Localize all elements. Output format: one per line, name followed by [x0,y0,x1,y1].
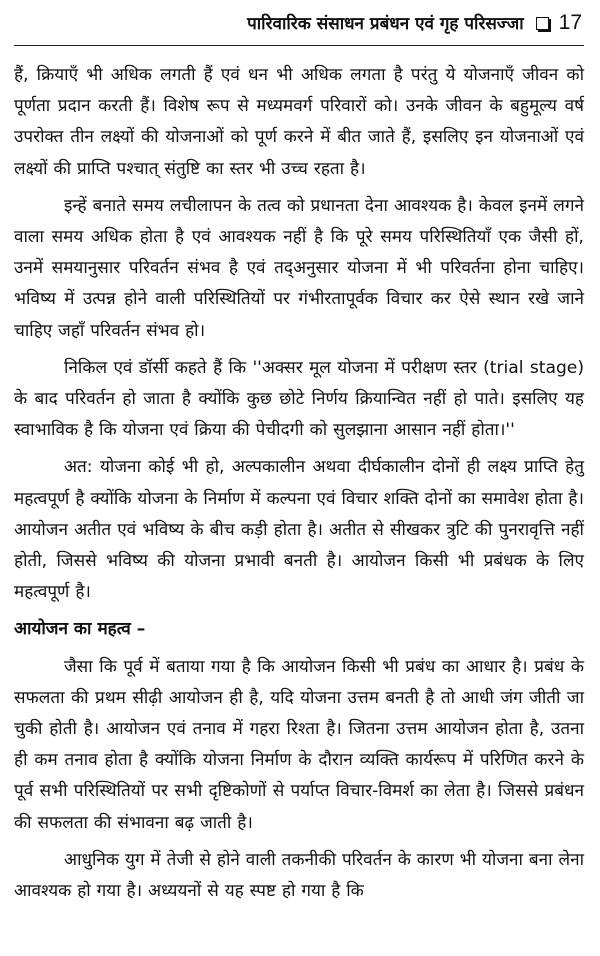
paragraph-quote: निकिल एवं डॉर्सी कहते हैं कि ''अक्सर मूल योजना में परीक्षण स्तर (trial stage) के बाद परिवर्तन हो जाता है क्योंकि कुछ छोटे निर्णय क्रियान्वित नहीं हो पाते। इसलिए यह स्वाभाविक है कि योजना एवं क्रिया की पेचीदगी को सुलझाना आसान नहीं होता।'' [14,357,584,441]
paragraph-continued: हैं, क्रियाएँ भी अधिक लगती हैं एवं धन भी अधिक लगता है परंतु ये योजनाएँ जीवन को पूर्णता प्रदान करती हैं। विशेष रूप से मध्यमवर्ग परिवारों को। उनके जीवन के बहुमूल्य वर्ष उपरोक्त तीन लक्ष्यों की योजनाओं को पूर्ण करने में बीत जाते हैं, इसलिए इन योजनाओं एवं लक्ष्यों की प्राप्ति पश्चात् संतुष्टि का स्तर भी उच्च रहता है। [14,65,584,179]
page-body [14,46,584,907]
paragraph-conclusion: अत: योजना कोई भी हो, अल्पकालीन अथवा दीर्घकालीन दोनों ही लक्ष्य प्राप्ति हेतु महत्वपूर्ण है क्योंकि योजना के निर्माण में कल्पना एवं विचार शक्ति दोनों का समावेश होता है। आयोजन अतीत एवं भविष्य के बीच कड़ी होता है। अतीत से सीखकर त्रुटि की पुनरावृत्ति नहीं होती, जिससे भविष्य की योजना प्रभावी बनती है। आयोजन किसी भी प्रबंधक के लिए महत्वपूर्ण है। [14,457,584,603]
running-header [14,0,584,46]
paragraph-flexibility: इन्हें बनाते समय लचीलापन के तत्व को प्रधानता देना आवश्यक है। केवल इनमें लगने वाला समय अधिक होता है एवं आवश्यक नहीं है कि पूरे समय परिस्थितियाँ एक जैसी हों, उनमें समयानुसार परिवर्तन संभव है एवं तद्अनुसार योजना में भी परिवर्तना होना चाहिए। भविष्य में उत्पन्न होने वाली परिस्थितियों पर गंभीरतापूर्वक विचार कर ऐसे स्थान रखे जाने चाहिए जहाँ परिवर्तन संभव हो। [14,195,584,341]
section-heading: आयोजन का महत्व – [14,619,146,640]
box-icon [536,17,549,30]
paragraph-importance: जैसा कि पूर्व में बताया गया है कि आयोजन किसी भी प्रबंध का आधार है। प्रबंध के सफलता की प्रथम सीढ़ी आयोजन ही है, यदि योजना उत्तम बनती है तो आधी जंग जीती जा चुकी होती है। आयोजन एवं तनाव में गहरा रिश्ता है। जितना उत्तम आयोजन होता है, उतना ही कम तनाव होता है क्योंकि योजना निर्माण के दौरान व्यक्ति कार्यरूप में परिणित करने के पूर्व सभी परिस्थितियों पर सभी दृष्टिकोणों से पर्याप्त विचार-विमर्श का लेता है। जिससे प्रबंधन की सफलता की संभावना बढ़ जाती है। [14,656,584,833]
page-number: 17 [558,10,582,34]
running-title: पारिवारिक संसाधन प्रबंधन एवं गृह परिसज्जा [247,14,524,34]
paragraph-modern-era: आधुनिक युग में तेजी से होने वाली तकनीकी परिवर्तन के कारण भी योजना बना लेना आवश्यक हो गया है। अध्ययनों से यह स्पष्ट हो गया है कि [14,849,585,902]
